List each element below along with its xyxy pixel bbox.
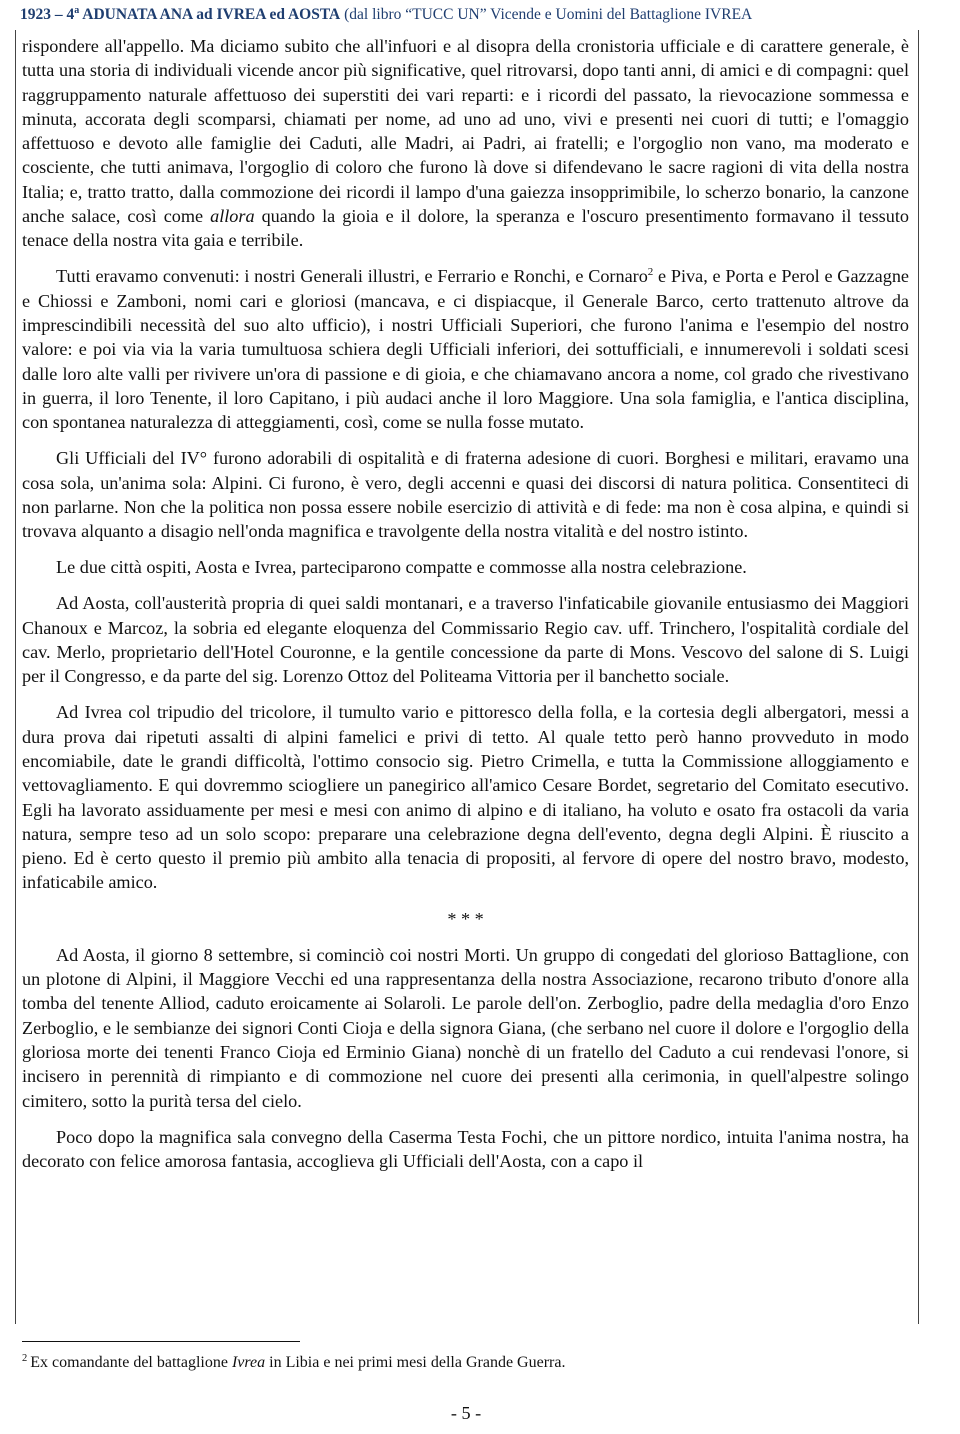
- header-title-bold: 1923 – 4$^a$ ADUNATA ANA ad IVREA ed AOSTA: [20, 6, 341, 23]
- page-number: - 5 -: [450, 1403, 482, 1423]
- paragraph-8: Poco dopo la magnifica sala convegno della Caserma Testa Fochi, che un pittore nordico, intuita l'anima nostra, ha decorato con felice amorosa fantasia, accoglieva gli Ufficiali dell'Aosta, con a capo il: [22, 1126, 909, 1172]
- paragraph-4: Le due città ospiti, Aosta e Ivrea, parteciparono compatte e commosse alla nostra celebrazione.: [56, 557, 747, 578]
- footnote: $^2$ Ex comandante del battaglione Ivrea in Libia e nei primi mesi della Grande Guerra.: [22, 1352, 566, 1371]
- running-header: [20, 6, 940, 30]
- footnote-reference[interactable]: 2: [647, 266, 654, 279]
- paragraph-7: Ad Aosta, il giorno 8 settembre, si cominciò coi nostri Morti. Un gruppo di congedati del glorioso Battaglione, con un plotone di Alpini, il Maggiore Vecchi ed una rappresentanza della nostra Associazione, recarono tributo d'onore alla tomba del tenente Alliod, caduto eroicamente ai Solaroli. Le parole dell'on. Zerboglio, padre della medaglia d'oro Enzo Zerboglio, e le sembianze dei signori Conti Cioja e della signora Giana, (che serbano nel cuore il dolore e l'orgoglio della gloriosa morte dei tenenti Franco Cioja ed Erminio Giana) nonchè di un fratello del Caduto a cui rendevasi l'onore, si incisero in perennità di rimpianto e di commozione nel cuore dei presenti alla cerimonia, in quell'alpestre solingo cimitero, sotto la purità tersa del cielo.: [22, 944, 909, 1111]
- header-subtitle: (dal libro “TUCC UN” Vicende e Uomini del Battaglione IVREA: [340, 6, 753, 23]
- emphasis-allora: allora: [210, 206, 255, 227]
- body-text: [22, 34, 909, 1185]
- footnote-number: 2: [22, 1352, 28, 1364]
- paragraph-6: Ad Ivrea col tripudio del tricolore, il tumulto vario e pittoresco della folla, e la cortesia degli albergatori, messi a dura prova dai ripetuti assalti di alpini famelici e privi di tetto. Al quale tetto però hanno provveduto in modo encomiabile, date le grandi difficoltà, l'ottimo consocio sig. Pietro Crimella, e tutta la Commissione alloggiamento e vettovagliamento. E qui dovremmo sciogliere un panegirico all'amico Cesare Bordet, segretario del Comitato esecutivo. Egli ha lavorato assiduamente per mesi e mesi con animo di alpino e di italiano, ha voluto e osato fra ostacoli da varia natura, sempre teso ad un solo scopo: preparare una celebrazione degna dell'evento, degna degli Alpini. È riuscito a pieno. Ed è certo questo il premio più ambito alla tenacia di propositi, al fervore di opere del nostro bravo, modesto, infaticabile amico.: [22, 702, 909, 893]
- paragraph-5: Ad Aosta, coll'austerità propria di quei saldi montanari, e a traverso l'infaticabile giovanile entusiasmo dei Maggiori Chanoux e Marcoz, la sobria ed elegante eloquenza del Commissario Regio cav. uff. Trinchero, l'ospitalità cordiale del cav. Merlo, proprietario dell'Hotel Couronne, e la gentile concessione da parte di Mons. Vescovo del salone di S. Luigi per il Congresso, e da parte del sig. Lorenzo Ottoz del Politeama Vittoria per il banchetto sociale.: [22, 593, 909, 687]
- paragraph-2: Tutti eravamo convenuti: i nostri Generali illustri, e Ferrario e Ronchi, e Cornaro$^2$ e Piva, e Porta e Perol e Gazzagne e Chiossi e Zamboni, nomi cari e gloriosi (mancava, e ci dispiacque, il Generale Barco, certo trattenuto altrove da imprescindibili necessità del suo alto ufficio), i nostri Ufficiali Superiori, che furono l'anima e l'esempio del nostro valore: e poi via via la varia tumultuosa schiera degli Ufficiali inferiori, dei sottufficiali, e innumerevoli i soldati scesi dalle loro alte valli per rivivere un'ora di passione e di gioia, e che chiamavano ancora a nome, col grado che rivestivano in guerra, il loro Tenente, il loro Capitano, i più audaci anche il loro Maggiore. Una sola famiglia, e l'antica disciplina, con spontanea naturalezza di atteggiamenti, così, come se nulla fosse mutato.: [22, 266, 909, 433]
- section-separator: * * *: [447, 908, 484, 929]
- paragraph-3: Gli Ufficiali del IV° furono adorabili di ospitalità e di fraterna adesione di cuori. Borghesi e militari, eravamo una cosa sola, un'anima sola: Alpini. Ci furono, è vero, degli accenni e quasi dei discorsi di natura politica. Consentiteci di non parlarne. Non che la politica non possa essere nobile esercizio di attività e di fede: ma non è cosa alpina, e quindi si trovava alquanto a disagio nell'onda magnifica e travolgente della nostra vitalità e del nostro istinto.: [22, 448, 909, 542]
- paragraph-1: rispondere all'appello. Ma diciamo subito che all'infuori e al disopra della cronistoria ufficiale e di carattere generale, è tutta una storia di individuali vicende ancor più significative, quel ritrovarsi, dopo tanti anni, di amici e di compagni: quel raggruppamento naturale affettuoso dei superstiti dei vari reparti: e i ricordi del passato, la rievocazione sommessa e minuta, accorata degli scomparsi, chiamati per nome, ad uno ad uno, vivi e presenti nei cuori di tutti; e l'omaggio affettuoso e devoto alle famiglie dei Caduti, alle Madri, ai Padri, ai fratelli; e l'orgoglio non vano, ma moderato e cosciente, che tutti animava, l'orgoglio di coloro che furono là dove si difendevano le sacre ragioni di vita della nostra Italia; e, tratto tratto, dalla commozione dei ricordi il lampo d'una gaiezza insopprimibile, lo scherzo bonario, la canzone anche salace, così come allora quando la gioia e il dolore, la speranza e l'oscuro presentimento formavano il tessuto tenace della nostra vita gaia e terribile.: [22, 36, 909, 251]
- footnote-emphasis: Ivrea: [231, 1354, 266, 1371]
- footnote-divider: [22, 1341, 300, 1342]
